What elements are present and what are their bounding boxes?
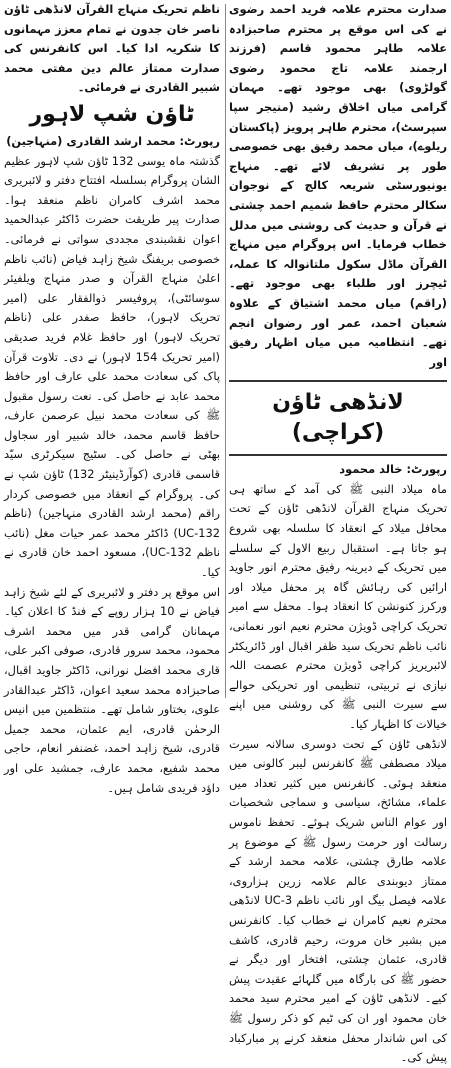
multan-report-ending: صدارت محترم علامہ فرید احمد رضوی نے کی اس موقع پر محترم صاحبزادہ علامہ طاہر محمود قاسم (فرزند ارجمند علامہ تاج محمود رضوی گولڑوی) بھی موجود تھے۔ مہمان گرامی میاں اخلاق رشید (منیجر سپا سپرسٹ)، محترم طاہر پرویز (پاکستان ریلوے)، میاں محمد رفیق بھی خصوصی طور پر تشریف لائے تھے۔ منہاج یونیورسٹی شریعہ کالج کے نوجوان سکالر محترم حافظ شمیم احمد چشتی نے قرآن و حدیث کی روشنی میں مدلل خطاب فرمایا۔ اس پروگرام میں منہاج القرآن ماڈل سکول ملتانوالہ کا عملہ، ٹیچرز اور طلباء بھی موجود تھے۔ (راقم) میاں محمد اشتیاق کے علاوہ شعبان احمد، عمر اور رضوان انجم تھے۔ انتظامیہ میں میاں اظہار رفیق اور xyxy=(229,2,447,369)
landhi-report-ending: ناظم تحریک منہاج القرآن لانڈھی ٹاؤن ناصر خان جدون نے تمام معزز مہمانوں کا شکریہ ادا کیا۔ اس کانفرنس کی صدارت ممتاز عالم دین مفتی محمد شبیر القادری نے فرمائی۔ xyxy=(4,2,220,95)
township-paragraph-1: گذشتہ ماہ یوسی 132 ٹاؤن شپ لاہور عظیم الشان پروگرام بسلسلہ افتتاح دفتر و لائبریری محمد اشرف کامران ناظم منعقد ہوا۔ صدارت پیر طریقت حضرت ڈاکٹر عبدالحمید اعوان نقشبندی مجددی سواتی نے فرمائی۔ خصوصی بریفنگ شیخ زاہد فیاض (نائب ناظم اعلیٰ منہاج القرآن و صدر منہاج ویلفیئر سوسائٹی)، پروفیسر ذوالفقار علی (امیر تحریک لاہور)، حافظ صفدر علی (ناظم تحریک لاہور) اور حافظ غلام فرید صدیقی (امیر تحریک 154 لاہور) نے دی۔ تلاوت قرآن پاک کی سعادت محمد علی عارف اور حافظ محمد عابد نے حاصل کی۔ نعت رسول مقبول ﷺ کی سعادت محمد نبیل عرصمن عارف، حافظ قاسم محمد، خالد شبیر اور سجاول بھٹی نے حاصل کی۔ سٹیج سیکرٹری سیّد قاسمی قادری (کوآرڈینیٹر 132) ٹاؤن شپ نے کی۔ پروگرام کے انعقاد میں خصوصی کردار راقم (محمد ارشد القادری منہاجین) (ناظم UC-132) ڈاکٹر محمد عمر حیات مغل (نائب ناظم UC-132)، مسعود احمد خان قادری نے کیا۔ xyxy=(4,153,221,580)
township-report-byline: رپورٹ: محمد ارشد القادری (منہاجین) xyxy=(6,133,220,148)
landhi-town-heading: لانڈھی ٹاؤن (کراچی) xyxy=(229,380,447,456)
column-divider xyxy=(225,4,226,698)
landhi-paragraph-1: ماہ میلاد النبی ﷺ کی آمد کے ساتھ ہی تحریک منہاج القرآن لانڈھی ٹاؤن کے تحت محافل میلاد کے انعقاد کا سلسلہ بھی شروع ہو جاتا ہے۔ استقبال ربیع الاول کے سلسلے میں تحریک کے دیرینہ رفیق محترم انور جاوید ارائیں کی رہائش گاہ پر محفل میلاد اور ورکرز کنونشن کا انعقاد ہوا۔ محفل سے امیر تحریک کراچی ڈویژن محترم نعیم انور نعمانی، نائب ناظم تحریک سید ظفر اقبال اور ڈائریکٹر لائبریریز کراچی ڈویژن محترم عصمت اللہ نیازی نے تربیتی، تنظیمی اور تحریکی حوالے سے سیرت النبی ﷺ کی روشنی میں اپنے خیالات کا اظہار کیا۔ xyxy=(229,481,447,731)
landhi-paragraph-2: لانڈھی ٹاؤن کے تحت دوسری سالانہ سیرت میلاد مصطفی ﷺ کانفرنس لیبر کالونی میں منعقد ہوئی۔ کانفرنس میں کثیر تعداد میں علماء، مشائخ، سیاسی و سماجی شخصیات اور عوام الناس شریک ہوئے۔ تحفظ ناموس رسالت اور حرمت رسول ﷺ کے موضوع پر علامہ طارق چشتی، علامہ محمد ارشد کے ممتاز دیوبندی عالم علامہ زرین ہزاروی، علامہ فیصل بیگ اور نائب ناظم UC-3 لانڈھی محترم نعیم کامران نے خطاب کیا۔ کانفرنس میں بشیر خان مروت، رحیم قادری، کاشف قادری، عثمان چشتی، افتخار اور دیگر نے حضور ﷺ کی بارگاہ میں گلہائے عقیدت پیش کیے۔ لانڈھی ٹاؤن کے امیر محترم سید محمد خان محمود اور ان کی ٹیم کو ذکر رسول ﷺ کی اس شاندار محفل منعقد کرنے پر مبارکباد پیش کی۔ xyxy=(229,736,447,1065)
right-column xyxy=(229,0,447,1065)
left-column xyxy=(4,0,221,795)
township-paragraph-2: اس موقع پر دفتر و لائبریری کے لئے شیخ زاہد فیاض نے 10 ہزار روپے کے فنڈ کا اعلان کیا۔ مہمانان گرامی قدر میں محمد اشرف محمود، محمد سرور قادری، صوفی اکبر علی، قاری محمد افضل نورانی، ڈاکٹر جاوید اقبال، صاحبزادہ محمد سعید اعوان، ڈاکٹر عبدالقادر علوی، بختاور شامل تھے۔ منتظمین میں انیس الرحمٰن قادری، ایم عثمان، محمد جمیل قادری، شیخ زاہد احمد، غضنفر انعام، حاجی محمد شفیع، محمد عارف، جمشید علی اور داؤد فریدی شامل ہیں۔ xyxy=(4,584,220,795)
landhi-report-byline: رپورٹ: خالد محمود xyxy=(339,462,447,477)
township-lahore-heading: ٹاؤن شپ لاہور xyxy=(29,101,195,127)
